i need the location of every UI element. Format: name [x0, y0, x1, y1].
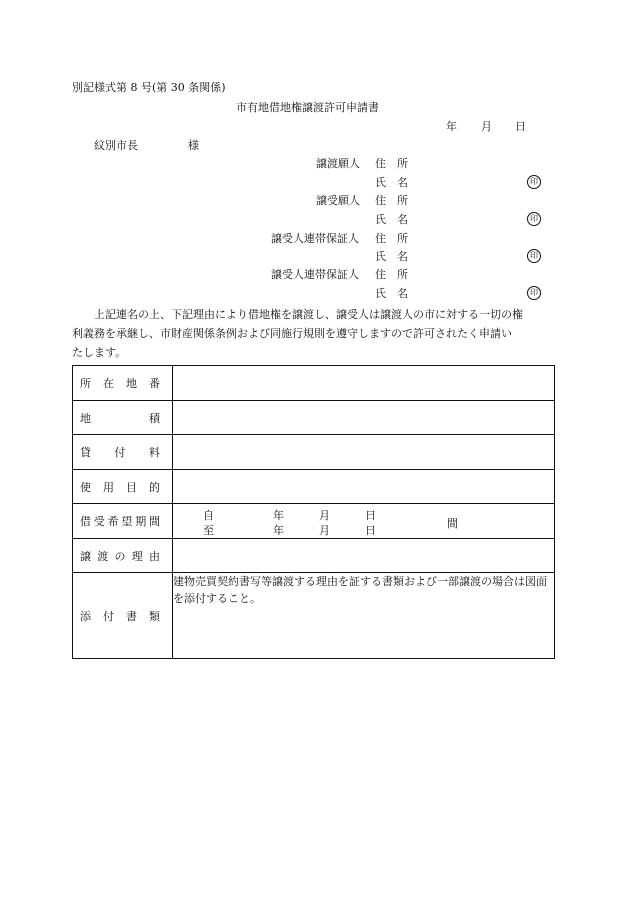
purpose-field[interactable]	[173, 470, 555, 504]
guarantor2-address-label: 住 所	[375, 268, 408, 281]
guarantor2-name-label: 氏 名	[375, 287, 408, 300]
form-number: 別記様式第 8 号(第 30 条関係)	[72, 81, 226, 94]
assignor-role: 譲渡願人	[316, 157, 360, 170]
date-month: 月	[481, 120, 492, 133]
document-title: 市有地借地権譲渡許可申請書	[236, 101, 379, 114]
table-row	[73, 539, 555, 573]
body-text-line-1: 上記連名の上、下記理由により借地権を譲渡し、譲受人は譲渡人の市に対する一切の権	[94, 308, 523, 321]
date-year: 年	[446, 120, 457, 133]
table-row	[73, 366, 555, 401]
guarantor1-role: 譲受人連帯保証人	[271, 232, 359, 245]
guarantor2-role: 譲受人連帯保証人	[271, 268, 359, 281]
rent-field[interactable]	[173, 435, 555, 470]
guarantor1-name-label: 氏 名	[375, 250, 408, 263]
location-label: 所 在 地 番	[73, 366, 173, 401]
addressee: 紋別市長	[94, 139, 138, 152]
table-row	[73, 573, 555, 659]
attachments-note: 建物売買契約書写等譲渡する理由を証する書類および一部譲渡の場合は図面を添付すること。	[173, 573, 555, 659]
assignee-role: 譲受願人	[316, 194, 360, 207]
seal-icon: 印	[527, 249, 541, 263]
honorific: 様	[188, 139, 199, 152]
assignor-address-label: 住 所	[375, 157, 408, 170]
table-row	[73, 401, 555, 435]
seal-icon: 印	[527, 175, 541, 189]
date-day: 日	[515, 120, 526, 133]
period-from: 自	[203, 509, 214, 522]
area-field[interactable]	[173, 401, 555, 435]
period-field[interactable]: 自 年 月 日 至 年 月 日 間	[173, 504, 555, 539]
attachments-label: 添 付 書 類	[73, 573, 173, 659]
period-label: 借 受 希 望 期 間	[73, 504, 173, 539]
period-duration: 間	[447, 517, 458, 530]
application-form-table	[72, 365, 555, 659]
table-row	[73, 504, 555, 539]
purpose-label: 使 用 目 的	[73, 470, 173, 504]
area-label: 地 積	[73, 401, 173, 435]
body-text-line-2: 利義務を承継し、市財産関係条例および同施行規則を遵守しますので許可されたく申請い	[72, 327, 512, 340]
reason-label: 譲 渡 の 理 由	[73, 539, 173, 573]
table-row	[73, 470, 555, 504]
period-to: 至	[203, 524, 214, 537]
assignee-address-label: 住 所	[375, 194, 408, 207]
body-text-line-3: たします。	[72, 346, 127, 359]
assignee-name-label: 氏 名	[375, 213, 408, 226]
table-row	[73, 435, 555, 470]
rent-label: 貸 付 料	[73, 435, 173, 470]
location-field[interactable]	[173, 366, 555, 401]
guarantor1-address-label: 住 所	[375, 232, 408, 245]
seal-icon: 印	[527, 286, 541, 300]
assignor-name-label: 氏 名	[375, 176, 408, 189]
reason-field[interactable]	[173, 539, 555, 573]
seal-icon: 印	[527, 212, 541, 226]
